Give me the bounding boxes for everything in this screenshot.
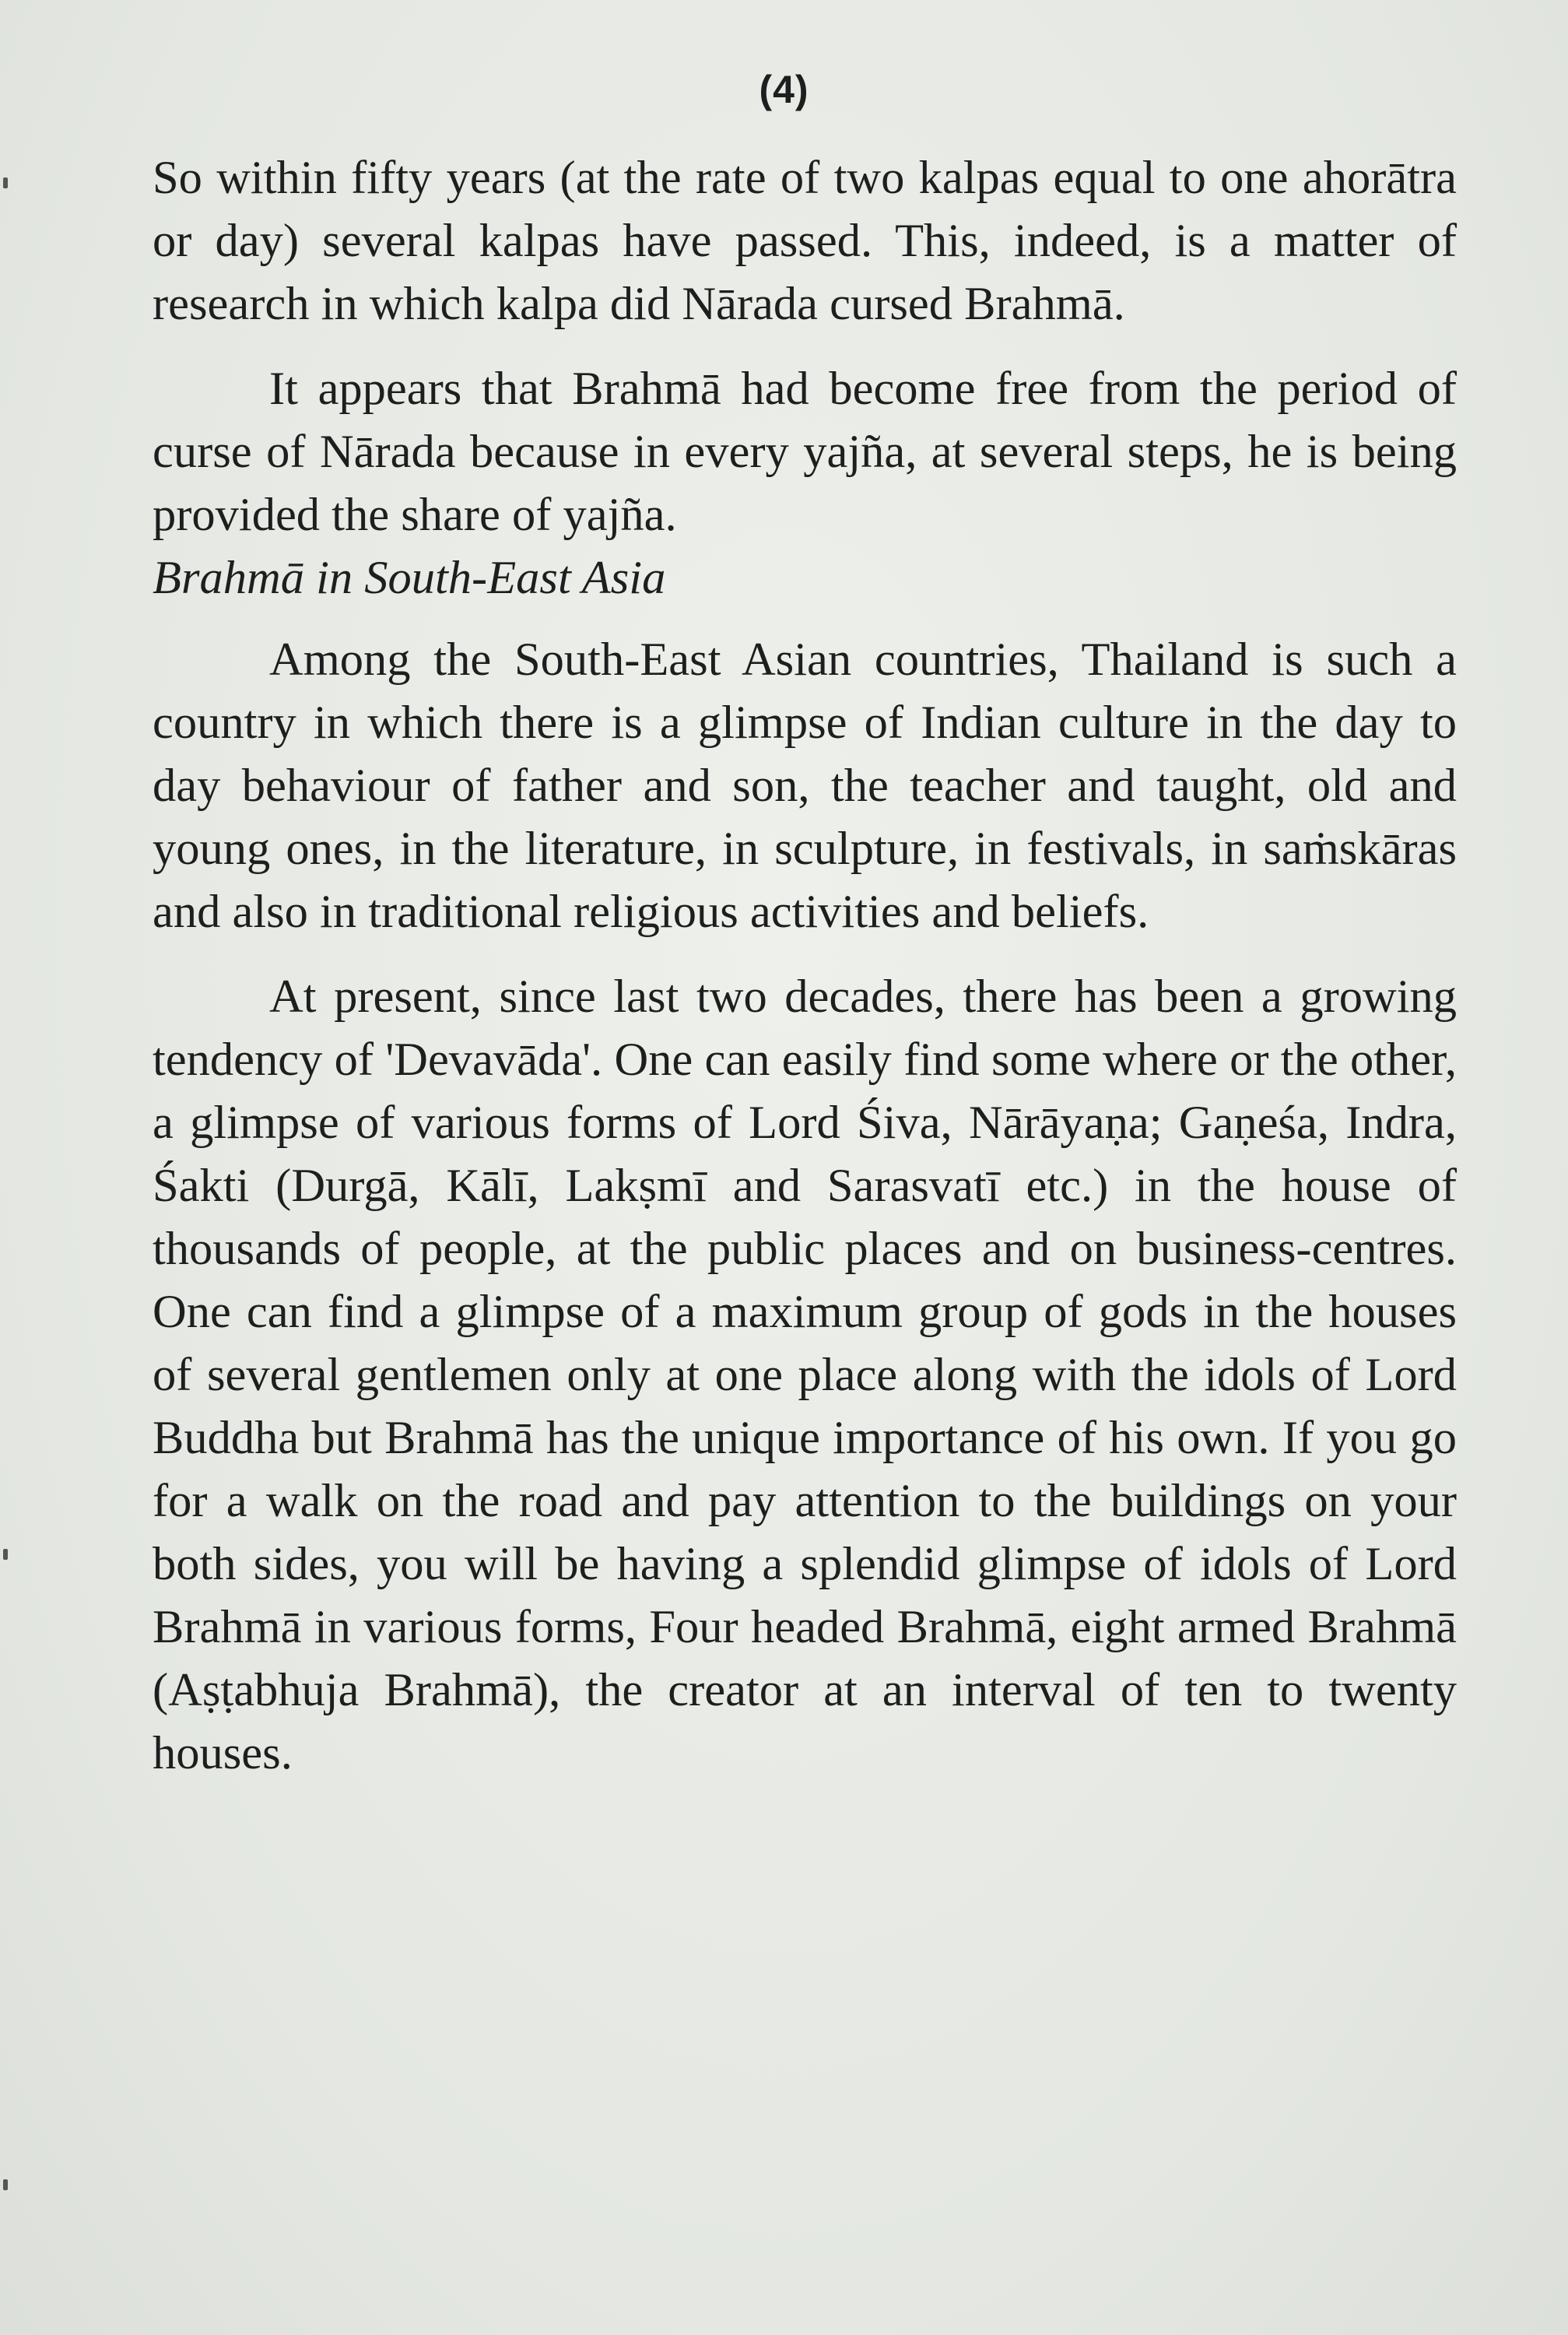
paragraph-kalpas: So within fifty years (at the rate of two kalpas equal to one ahorātra or day) several kalpas have passed. This, indeed, is a matter of research in which kalpa did Nārada cursed Brahmā. — [153, 152, 1457, 330]
page-number: (4) — [759, 68, 809, 111]
page-edge-mark — [3, 177, 8, 188]
paragraph-curse: It appears that Brahmā had become free from the period of curse of Nārada because in every yajña, at several steps, he is being provided the share of yajña. — [153, 363, 1457, 541]
paragraph-devavada: At present, since last two decades, there has been a growing tendency of 'Devavāda'. One can easily find some where or the other, a glimpse of various forms of Lord Śiva, Nārāyaṇa; Gaṇeśa, Indra, Śakti (Durgā, Kālī, Lakṣmī and Sarasvatī etc.) in the house of thousands of people, at the public places and on business-centres. One can find a glimpse of a maximum group of gods in the houses of several gentlemen only at one place along with the idols of Lord Buddha but Brahmā has the unique importance of his own. If you go for a walk on the road and pay attention to the buildings on your both sides, you will be having a splendid glimpse of idols of Lord Brahmā in various forms, Four headed Brahmā, eight armed Brahmā (Aṣṭabhuja Brahmā), the creator at an interval of ten to twenty houses. — [153, 971, 1457, 1779]
page-edge-mark — [3, 2179, 8, 2190]
paragraph-thailand: Among the South-East Asian countries, Thailand is such a country in which there is a glimpse of Indian culture in the day to day behaviour of father and son, the teacher and taught, old and young ones, in the literature, in sculpture, in festivals, in saṁskāras and also in traditional religious activities and beliefs. — [153, 634, 1457, 938]
page-edge-mark — [3, 1549, 8, 1560]
text-body — [153, 146, 1457, 1785]
section-heading: Brahmā in South-East Asia — [153, 552, 666, 604]
